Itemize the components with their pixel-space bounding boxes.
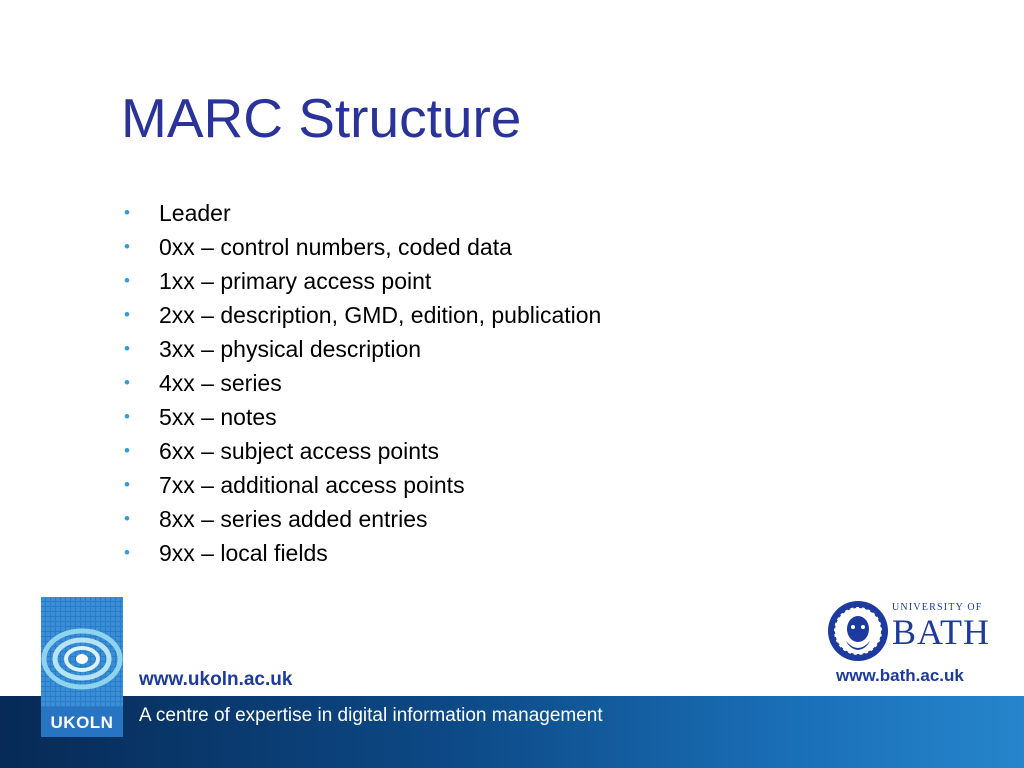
bath-logo-line2: BATH bbox=[892, 612, 991, 652]
ukoln-url-link[interactable]: www.ukoln.ac.uk bbox=[139, 669, 293, 690]
bullet-icon: • bbox=[124, 271, 130, 290]
bullet-icon: • bbox=[124, 339, 130, 358]
footer-tagline: A centre of expertise in digital information management bbox=[139, 705, 603, 726]
bullet-text: 4xx – series bbox=[159, 370, 282, 396]
university-of-bath-logo bbox=[826, 599, 1000, 665]
bullet-icon: • bbox=[124, 373, 130, 392]
ukoln-eye-icon bbox=[41, 597, 123, 707]
slide-title: MARC Structure bbox=[121, 87, 522, 149]
bullet-text: 5xx – notes bbox=[159, 404, 277, 430]
bullet-icon: • bbox=[124, 237, 130, 256]
bullet-icon: • bbox=[124, 509, 130, 528]
bullet-icon: • bbox=[124, 407, 130, 426]
bullet-text: 0xx – control numbers, coded data bbox=[159, 234, 512, 260]
bullet-icon: • bbox=[124, 203, 130, 222]
bath-url-link[interactable]: www.bath.ac.uk bbox=[836, 666, 964, 685]
bullet-text: 6xx – subject access points bbox=[159, 438, 439, 464]
bullet-text: 8xx – series added entries bbox=[159, 506, 428, 532]
bath-logo-line1: UNIVERSITY OF bbox=[892, 602, 983, 613]
bath-crest-icon bbox=[826, 599, 890, 663]
bullet-text: 2xx – description, GMD, edition, publication bbox=[159, 302, 602, 328]
bullet-icon: • bbox=[124, 305, 130, 324]
bullet-text: 3xx – physical description bbox=[159, 336, 422, 362]
ukoln-wordmark: UKOLN bbox=[50, 713, 114, 732]
bullet-text: 9xx – local fields bbox=[159, 540, 328, 566]
ukoln-logo bbox=[41, 597, 123, 737]
bullet-icon: • bbox=[124, 441, 130, 460]
bullet-text: 7xx – additional access points bbox=[159, 472, 465, 498]
bullet-text: 1xx – primary access point bbox=[159, 268, 432, 294]
bullet-icon: • bbox=[124, 475, 130, 494]
bullet-text: Leader bbox=[159, 200, 231, 226]
bullet-icon: • bbox=[124, 543, 130, 562]
